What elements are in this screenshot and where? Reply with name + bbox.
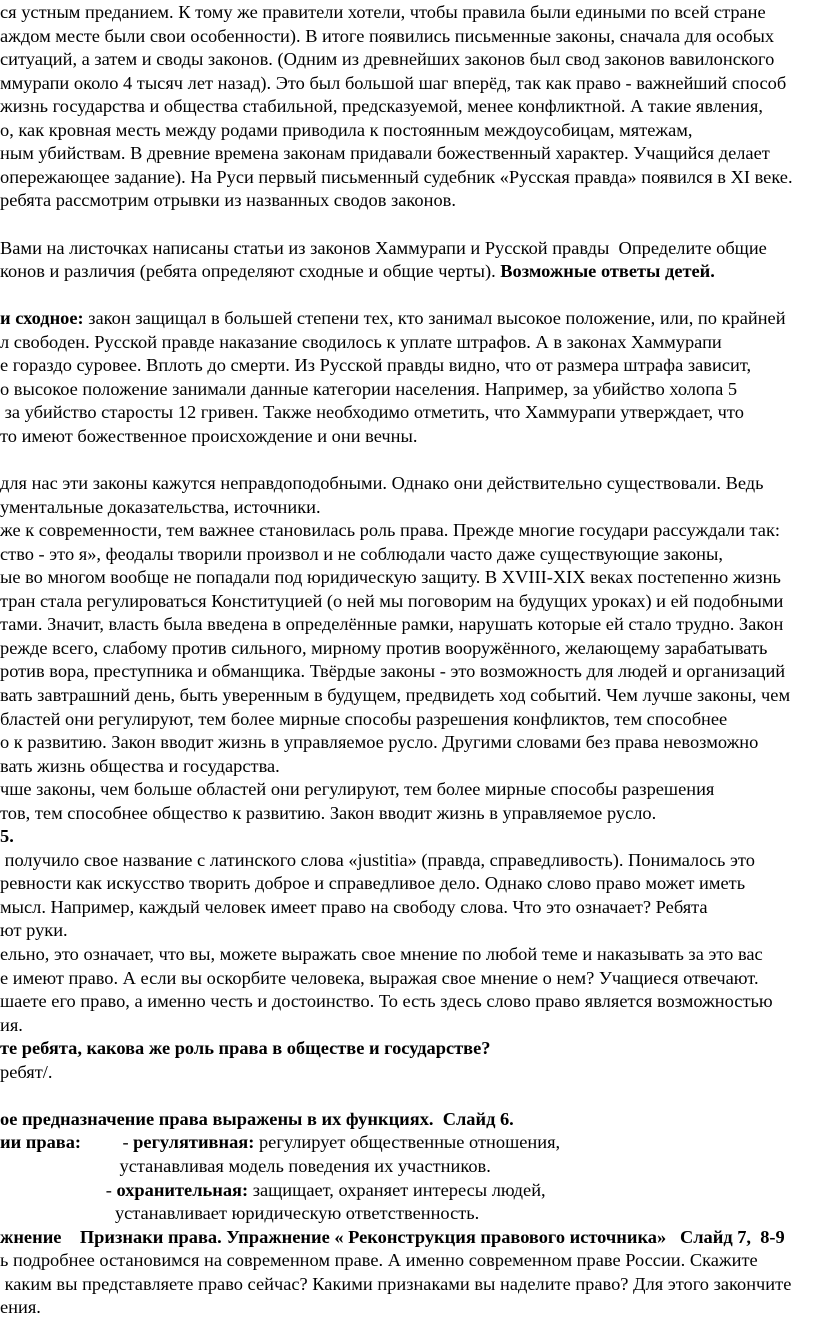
text-run: каким вы представляете право сейчас? Какими признаками вы наделите право? Для этого закончите [0,1273,792,1294]
text-run: е имеют право. А если вы оскорбите человека, выражая свое мнение о нем? Учащиеся отвечают. [0,967,759,988]
text-run: е гораздо суровее. Вплоть до смерти. Из Русской правды видно, что от размера штрафа зависит, [0,355,752,376]
text-line [0,165,793,189]
text-run: тами. Значит, власть была введена в определённые рамки, нарушать которые ей стало трудно. Закон [0,614,784,635]
text-run: ситуаций, а затем и своды законов. (Одним из древнейших законов был свод законов вавилонского [0,49,775,70]
text-run: ия. [0,1014,23,1035]
text-line [0,306,786,330]
text-run: получило свое название с латинского слова «justitia» (правда, справедливость). Понималось это [0,849,755,870]
text-run: ство - это я», феодалы творили произвол и не соблюдали часто даже существующие законы, [0,543,723,564]
text-line [0,188,456,212]
text-run: ротив вора, преступника и обманщика. Твёрдые законы - это возможность для людей и организаций [0,661,786,682]
text-run: ревности как искусство творить доброе и справедливое дело. Однако слово право может иметь [0,873,746,894]
text-run: - [81,1132,134,1153]
text-line [0,1272,791,1296]
text-run: устанавливает юридическую ответственность. [0,1203,480,1224]
text-run: Вами на листочках написаны статьи из законов Хаммурапи и Русской правды Определите общие [0,237,767,258]
text-line [0,895,708,919]
text-line [0,1060,52,1084]
text-line [0,918,68,942]
text-run: защищает, охраняет интересы людей, [248,1179,546,1200]
text-line [0,330,722,354]
text-line [0,94,763,118]
text-line [0,1130,560,1154]
text-line [0,801,656,825]
text-run: о к развитию. Закон вводит жизнь в управляемое русло. Другими словами без права невозможно [0,732,759,753]
text-line [0,47,774,71]
text-run: устанавливая модель поведения их участников. [0,1155,491,1176]
text-run: ые во многом вообще не попадали под юридическую защиту. В XVIII-XIX веках постепенно жизнь [0,567,781,588]
text-line [0,1178,546,1202]
text-line [0,848,755,872]
bold-text: жнение Признаки права. Упражнение « Реконструкция правового источника» Слайд 7, 8-9 [0,1226,785,1247]
text-run: ументальные доказательства, источники. [0,496,321,517]
text-run: ммурапи около 4 тысяч лет назад). Это был большой шаг вперёд, так как право - важнейший способ [0,72,787,93]
text-line [0,1201,479,1225]
text-line [0,259,715,283]
text-line [0,495,321,519]
text-run: бластей они регулируют, тем более мирные способы разрешения конфликтов, тем способнее [0,708,728,729]
text-line [0,966,759,990]
text-run: мысл. Например, каждый человек имеет право на свободу слова. Что это означает? Ребята [0,896,708,917]
text-run: л свободен. Русской правде наказание сводилось к уплате штрафов. А в законах Хаммурапи [0,331,722,352]
text-line [0,542,723,566]
text-line [0,71,786,95]
text-line [0,1036,490,1060]
text-line [0,236,767,260]
text-run: - [0,1179,117,1200]
text-line [0,518,780,542]
text-line [0,707,727,731]
text-run: о высокое положение занимали данные категории населения. Например, за убийство холопа 5 [0,378,738,399]
text-line [0,565,781,589]
text-line [0,730,758,754]
text-line [0,1107,514,1131]
text-line [0,1295,41,1319]
text-run: ения. [0,1297,41,1318]
bold-text: Возможные ответы детей. [500,261,715,282]
text-line [0,942,763,966]
text-line [0,824,14,848]
text-run: регулирует общественные отношения, [254,1132,561,1153]
text-run: вать жизнь общества и государства. [0,755,280,776]
text-line [0,1225,785,1249]
text-line [0,612,783,636]
text-run: ным убийствам. В древние времена законам придавали божественный характер. Учащийся делает [0,143,770,164]
text-line [0,118,693,142]
text-line [0,1013,23,1037]
text-line [0,424,417,448]
text-run: ся устным преданием. К тому же правители хотели, чтобы правила были едиными по всей стране [0,2,766,22]
text-run: аждом месте были свои особенности). В итоге появились письменные законы, сначала для особых [0,25,775,46]
text-line [0,871,745,895]
text-line [0,377,737,401]
text-run: шаете его право, а именно честь и достоинство. То есть здесь слово право является возможностью [0,991,773,1012]
text-run: ребята рассмотрим отрывки из названных сводов законов. [0,190,456,211]
bold-text: ое предназначение права выражены в их функциях. Слайд 6. [0,1108,514,1129]
text-line [0,989,773,1013]
bold-text: 5. [0,826,14,847]
text-line [0,400,744,424]
text-run: опережающее задание). На Руси первый письменный судебник «Русская правда» появился в XI веке. [0,166,793,187]
text-run: то имеют божественное происхождение и они вечны. [0,425,418,446]
text-run: конов и различия (ребята определяют сходные и общие черты). [0,261,501,282]
text-run: вать завтрашний день, быть уверенным в будущем, предвидеть ход событий. Чем лучше законы, чем [0,684,791,705]
bold-text: охранительная: [116,1179,249,1200]
text-run: ют руки. [0,920,68,941]
text-run: о, как кровная месть между родами приводила к постоянным междоусобицам, мятежам, [0,119,693,140]
text-run: закон защищал в большей степени тех, кто занимал высокое положение, или, по крайней [83,308,786,329]
text-run: тран стала регулироваться Конституцией (о ней мы поговорим на будущих уроках) и ей подобными [0,590,784,611]
text-line [0,589,783,613]
text-line [0,754,280,778]
text-run: режде всего, слабому против сильного, мирному против вооружённого, желающему зарабатывать [0,637,768,658]
text-line [0,0,766,24]
bold-text: ии права: [0,1132,82,1153]
text-run: же к современности, тем важнее становилась роль права. Прежде многие государи рассуждали так: [0,520,780,541]
text-line [0,24,774,48]
text-run: тов, тем способнее общество к развитию. Закон вводит жизнь в управляемое русло. [0,802,657,823]
text-line [0,636,767,660]
text-run: ельно, это означает, что вы, можете выражать свое мнение по любой теме и наказывать за это вас [0,944,763,964]
bold-text: и сходное: [0,308,84,329]
text-run: жизнь государства и общества стабильной, предсказуемой, менее конфликтной. А такие явления, [0,96,763,117]
text-run: для нас эти законы кажутся неправдоподобными. Однако они действительно существовали. Ведь [0,473,764,493]
text-line [0,659,785,683]
text-line [0,353,751,377]
text-line [0,141,770,165]
text-run: ребят/. [0,1061,53,1082]
text-run: ь подробнее остановимся на современном праве. А именно современном праве России. Скажите [0,1250,758,1271]
text-run: чше законы, чем больше областей они регулируют, тем более мирные способы разрешения [0,779,715,800]
bold-text: регулятивная: [133,1132,255,1153]
text-line [0,471,764,495]
text-line [0,777,714,801]
text-run: за убийство старосты 12 гривен. Также необходимо отметить, что Хаммурапи утверждает, что [0,402,744,423]
text-line [0,1248,758,1272]
text-line [0,683,790,707]
bold-text: те ребята, какова же роль права в обществе и государстве? [0,1038,491,1059]
text-line [0,1154,491,1178]
